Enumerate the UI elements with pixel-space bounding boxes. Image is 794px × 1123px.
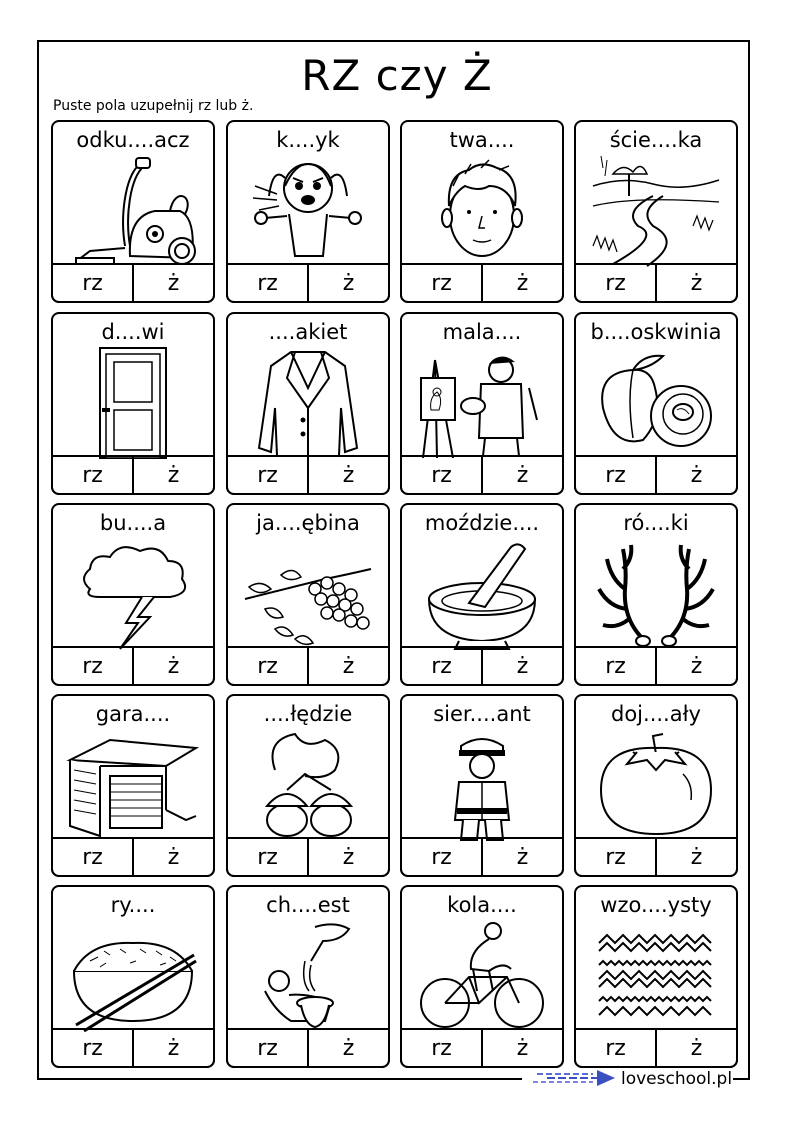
exercise-card: [226, 503, 390, 686]
option-rz-button[interactable]: rz: [576, 648, 657, 684]
vacuum-cleaner-icon: [70, 156, 196, 266]
exercise-word: ja....ębina: [256, 511, 360, 535]
option-z-dot-button[interactable]: ż: [516, 270, 529, 296]
option-rz-button[interactable]: rz: [53, 1030, 134, 1066]
exercise-card: [226, 694, 390, 877]
zigzag-pattern-icon: [593, 921, 719, 1031]
exercise-word: gara....: [95, 702, 171, 726]
peach-icon: [593, 348, 719, 458]
option-z-dot-button[interactable]: ż: [342, 653, 355, 679]
police-officer-icon: [419, 730, 545, 840]
answer-options: [51, 263, 215, 303]
option-rz-button[interactable]: rz: [53, 839, 134, 875]
option-rz-button[interactable]: rz: [53, 265, 134, 301]
option-z-dot-button[interactable]: ż: [690, 462, 703, 488]
option-z-dot-button[interactable]: ż: [342, 270, 355, 296]
answer-options: [51, 1028, 215, 1068]
exercise-word: ....akiet: [268, 320, 348, 344]
exercise-card: [574, 503, 738, 686]
answer-options: [226, 1028, 390, 1068]
answer-options: [226, 455, 390, 495]
exercise-card: [400, 312, 564, 495]
page-title: RZ czy Ż: [301, 51, 493, 100]
option-rz-button[interactable]: rz: [402, 265, 483, 301]
answer-options: [574, 1028, 738, 1068]
exercise-word: kola....: [447, 893, 517, 917]
answer-options: [574, 646, 738, 686]
exercise-word: ście....ka: [609, 128, 703, 152]
antlers-icon: [593, 539, 719, 649]
exercise-word: ....łędzie: [263, 702, 353, 726]
answer-options: [51, 646, 215, 686]
option-z-dot-button[interactable]: ż: [167, 1035, 180, 1061]
option-rz-button[interactable]: rz: [402, 839, 483, 875]
option-z-dot-button[interactable]: ż: [516, 844, 529, 870]
option-rz-button[interactable]: rz: [228, 457, 309, 493]
exercise-card: [574, 312, 738, 495]
answer-options: [400, 263, 564, 303]
answer-options: [226, 263, 390, 303]
exercise-card: [400, 503, 564, 686]
option-z-dot-button[interactable]: ż: [167, 653, 180, 679]
option-rz-button[interactable]: rz: [228, 839, 309, 875]
exercise-word: ch....est: [266, 893, 350, 917]
option-z-dot-button[interactable]: ż: [690, 653, 703, 679]
option-z-dot-button[interactable]: ż: [342, 844, 355, 870]
exercise-card: [51, 885, 215, 1068]
exercise-word: sier....ant: [433, 702, 531, 726]
option-rz-button[interactable]: rz: [576, 1030, 657, 1066]
option-rz-button[interactable]: rz: [576, 457, 657, 493]
garage-icon: [70, 730, 196, 840]
exercise-word: k....yk: [276, 128, 340, 152]
answer-options: [226, 646, 390, 686]
exercise-word: odku....acz: [76, 128, 190, 152]
painter-icon: [419, 348, 545, 458]
option-rz-button[interactable]: rz: [402, 457, 483, 493]
option-z-dot-button[interactable]: ż: [167, 270, 180, 296]
cyclist-icon: [419, 921, 545, 1031]
exercise-card: [400, 885, 564, 1068]
exercise-card: [51, 503, 215, 686]
exercise-word: twa....: [449, 128, 515, 152]
exercise-word: doj....ały: [611, 702, 701, 726]
rowan-branch-icon: [245, 539, 371, 649]
option-z-dot-button[interactable]: ż: [690, 844, 703, 870]
answer-options: [400, 1028, 564, 1068]
answer-options: [400, 455, 564, 495]
exercise-card: [574, 120, 738, 303]
exercise-word: moździe....: [424, 511, 540, 535]
exercise-word: d....wi: [101, 320, 165, 344]
acorns-icon: [245, 730, 371, 840]
option-z-dot-button[interactable]: ż: [516, 462, 529, 488]
exercise-card: [574, 885, 738, 1068]
exercise-card: [51, 312, 215, 495]
option-z-dot-button[interactable]: ż: [342, 1035, 355, 1061]
mortar-pestle-icon: [419, 539, 545, 649]
option-rz-button[interactable]: rz: [402, 1030, 483, 1066]
option-rz-button[interactable]: rz: [228, 1030, 309, 1066]
answer-options: [226, 837, 390, 877]
answer-options: [400, 646, 564, 686]
option-rz-button[interactable]: rz: [53, 648, 134, 684]
frame-bottom-line: [37, 1078, 522, 1080]
answer-options: [574, 837, 738, 877]
option-rz-button[interactable]: rz: [228, 648, 309, 684]
rice-bowl-icon: [70, 921, 196, 1031]
option-z-dot-button[interactable]: ż: [690, 1035, 703, 1061]
exercise-word: b....oskwinia: [590, 320, 722, 344]
option-z-dot-button[interactable]: ż: [690, 270, 703, 296]
jacket-icon: [245, 348, 371, 458]
option-z-dot-button[interactable]: ż: [516, 653, 529, 679]
option-rz-button[interactable]: rz: [402, 648, 483, 684]
instruction-text: Puste pola uzupełnij rz lub ż.: [53, 98, 254, 114]
answer-options: [51, 837, 215, 877]
exercise-card: [400, 120, 564, 303]
answer-options: [574, 263, 738, 303]
exercise-card: [400, 694, 564, 877]
path-landscape-icon: [593, 156, 719, 266]
answer-options: [574, 455, 738, 495]
frame-bottom-line-end: [733, 1078, 750, 1080]
door-icon: [70, 348, 196, 458]
exercise-word: ró....ki: [623, 511, 689, 535]
baptism-icon: [245, 921, 371, 1031]
option-rz-button[interactable]: rz: [228, 265, 309, 301]
boy-face-icon: [419, 156, 545, 266]
answer-options: [400, 837, 564, 877]
shouting-girl-icon: [245, 156, 371, 266]
option-z-dot-button[interactable]: ż: [167, 462, 180, 488]
option-rz-button[interactable]: rz: [53, 457, 134, 493]
storm-cloud-icon: [70, 539, 196, 649]
option-rz-button[interactable]: rz: [576, 839, 657, 875]
exercise-card: [51, 120, 215, 303]
exercise-card: [226, 312, 390, 495]
exercise-word: ry....: [110, 893, 156, 917]
option-rz-button[interactable]: rz: [576, 265, 657, 301]
exercise-word: mala....: [442, 320, 522, 344]
exercise-word: wzo....ysty: [600, 893, 712, 917]
exercise-card: [226, 120, 390, 303]
tomato-icon: [593, 730, 719, 840]
exercise-card: [51, 694, 215, 877]
exercise-card: [574, 694, 738, 877]
answer-options: [51, 455, 215, 495]
option-z-dot-button[interactable]: ż: [516, 1035, 529, 1061]
exercise-word: bu....a: [99, 511, 167, 535]
option-z-dot-button[interactable]: ż: [167, 844, 180, 870]
brand-name: loveschool.pl: [621, 1069, 733, 1089]
exercise-card: [226, 885, 390, 1068]
option-z-dot-button[interactable]: ż: [342, 462, 355, 488]
